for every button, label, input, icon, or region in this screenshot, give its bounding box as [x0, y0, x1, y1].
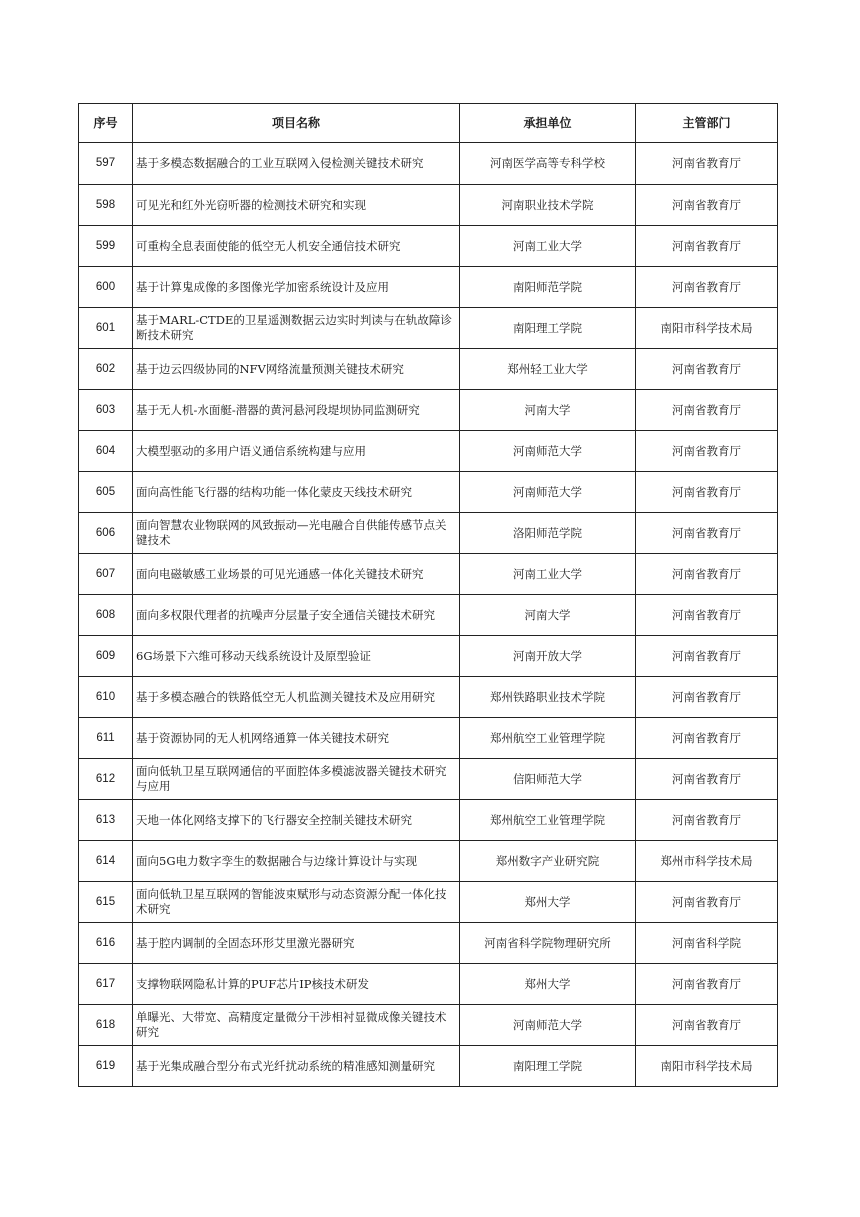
row-unit: 河南师范大学 — [460, 1005, 636, 1046]
row-department: 河南省教育厅 — [636, 226, 778, 267]
row-project-name: 面向高性能飞行器的结构功能一体化蒙皮天线技术研究 — [133, 472, 460, 513]
row-department: 河南省教育厅 — [636, 677, 778, 718]
table-row — [79, 677, 778, 718]
header-project-name: 项目名称 — [133, 104, 460, 143]
row-department: 河南省教育厅 — [636, 800, 778, 841]
header-row — [79, 104, 778, 143]
table-row — [79, 841, 778, 882]
row-no: 598 — [79, 185, 133, 226]
table-row — [79, 882, 778, 923]
row-unit: 南阳理工学院 — [460, 1046, 636, 1087]
row-department: 河南省教育厅 — [636, 349, 778, 390]
row-department: 河南省教育厅 — [636, 185, 778, 226]
row-unit: 南阳师范学院 — [460, 267, 636, 308]
row-project-name: 支撑物联网隐私计算的PUF芯片IP核技术研发 — [133, 964, 460, 1005]
row-department: 南阳市科学技术局 — [636, 1046, 778, 1087]
row-department: 河南省教育厅 — [636, 636, 778, 677]
table-row — [79, 226, 778, 267]
table-row — [79, 390, 778, 431]
table-row — [79, 800, 778, 841]
project-table — [78, 103, 778, 1087]
row-unit: 郑州航空工业管理学院 — [460, 800, 636, 841]
row-unit: 郑州大学 — [460, 882, 636, 923]
table-row — [79, 636, 778, 677]
header-unit: 承担单位 — [460, 104, 636, 143]
row-project-name: 可重构全息表面使能的低空无人机安全通信技术研究 — [133, 226, 460, 267]
row-project-name: 基于腔内调制的全固态环形艾里激光器研究 — [133, 923, 460, 964]
row-unit: 南阳理工学院 — [460, 308, 636, 349]
row-project-name: 基于无人机-水面艇-潜器的黄河悬河段堤坝协同监测研究 — [133, 390, 460, 431]
row-department: 南阳市科学技术局 — [636, 308, 778, 349]
table-row — [79, 267, 778, 308]
row-department: 河南省教育厅 — [636, 1005, 778, 1046]
row-no: 601 — [79, 308, 133, 349]
table-row — [79, 431, 778, 472]
row-project-name: 面向电磁敏感工业场景的可见光通感一体化关键技术研究 — [133, 554, 460, 595]
row-department: 河南省教育厅 — [636, 554, 778, 595]
row-no: 597 — [79, 143, 133, 185]
row-no: 606 — [79, 513, 133, 554]
table-header — [79, 104, 778, 143]
table-row — [79, 513, 778, 554]
row-unit: 河南医学高等专科学校 — [460, 143, 636, 185]
row-department: 河南省教育厅 — [636, 513, 778, 554]
table-row — [79, 1005, 778, 1046]
table-row — [79, 964, 778, 1005]
row-project-name: 天地一体化网络支撑下的飞行器安全控制关键技术研究 — [133, 800, 460, 841]
row-unit: 河南工业大学 — [460, 226, 636, 267]
row-department: 河南省教育厅 — [636, 882, 778, 923]
table-row — [79, 185, 778, 226]
row-no: 613 — [79, 800, 133, 841]
row-no: 614 — [79, 841, 133, 882]
row-department: 河南省教育厅 — [636, 431, 778, 472]
header-department: 主管部门 — [636, 104, 778, 143]
row-department: 郑州市科学技术局 — [636, 841, 778, 882]
row-project-name: 大模型驱动的多用户语义通信系统构建与应用 — [133, 431, 460, 472]
row-project-name: 基于多模态数据融合的工业互联网入侵检测关键技术研究 — [133, 143, 460, 185]
row-no: 617 — [79, 964, 133, 1005]
row-no: 608 — [79, 595, 133, 636]
project-list-sheet — [78, 103, 777, 1087]
row-department: 河南省教育厅 — [636, 267, 778, 308]
row-project-name: 单曝光、大带宽、高精度定量微分干涉相衬显微成像关键技术研究 — [133, 1005, 460, 1046]
row-no: 612 — [79, 759, 133, 800]
table-row — [79, 759, 778, 800]
table-row — [79, 595, 778, 636]
row-unit: 河南师范大学 — [460, 431, 636, 472]
row-department: 河南省教育厅 — [636, 718, 778, 759]
row-no: 619 — [79, 1046, 133, 1087]
row-department: 河南省教育厅 — [636, 759, 778, 800]
table-row — [79, 923, 778, 964]
row-no: 611 — [79, 718, 133, 759]
row-project-name: 基于MARL-CTDE的卫星遥测数据云边实时判读与在轨故障诊断技术研究 — [133, 308, 460, 349]
table-row — [79, 1046, 778, 1087]
row-no: 616 — [79, 923, 133, 964]
row-department: 河南省科学院 — [636, 923, 778, 964]
row-project-name: 面向5G电力数字孪生的数据融合与边缘计算设计与实现 — [133, 841, 460, 882]
row-no: 602 — [79, 349, 133, 390]
row-unit: 郑州数字产业研究院 — [460, 841, 636, 882]
row-unit: 郑州轻工业大学 — [460, 349, 636, 390]
row-unit: 河南大学 — [460, 595, 636, 636]
row-no: 609 — [79, 636, 133, 677]
row-unit: 河南工业大学 — [460, 554, 636, 595]
row-unit: 郑州铁路职业技术学院 — [460, 677, 636, 718]
row-project-name: 基于多模态融合的铁路低空无人机监测关键技术及应用研究 — [133, 677, 460, 718]
row-project-name: 面向低轨卫星互联网通信的平面腔体多模滤波器关键技术研究与应用 — [133, 759, 460, 800]
table-row — [79, 554, 778, 595]
row-project-name: 面向智慧农业物联网的风致振动—光电融合自供能传感节点关键技术 — [133, 513, 460, 554]
row-unit: 郑州航空工业管理学院 — [460, 718, 636, 759]
table-row — [79, 718, 778, 759]
row-project-name: 6G场景下六维可移动天线系统设计及原型验证 — [133, 636, 460, 677]
row-project-name: 基于计算鬼成像的多图像光学加密系统设计及应用 — [133, 267, 460, 308]
table-body — [79, 143, 778, 1087]
row-department: 河南省教育厅 — [636, 390, 778, 431]
row-unit: 洛阳师范学院 — [460, 513, 636, 554]
row-department: 河南省教育厅 — [636, 143, 778, 185]
row-project-name: 可见光和红外光窃听器的检测技术研究和实现 — [133, 185, 460, 226]
row-no: 610 — [79, 677, 133, 718]
row-department: 河南省教育厅 — [636, 472, 778, 513]
row-no: 603 — [79, 390, 133, 431]
table-row — [79, 472, 778, 513]
row-no: 605 — [79, 472, 133, 513]
row-project-name: 基于资源协同的无人机网络通算一体关键技术研究 — [133, 718, 460, 759]
row-unit: 河南师范大学 — [460, 472, 636, 513]
table-row — [79, 308, 778, 349]
row-no: 599 — [79, 226, 133, 267]
row-department: 河南省教育厅 — [636, 964, 778, 1005]
row-unit: 河南职业技术学院 — [460, 185, 636, 226]
row-project-name: 基于光集成融合型分布式光纤扰动系统的精准感知测量研究 — [133, 1046, 460, 1087]
row-no: 607 — [79, 554, 133, 595]
header-no: 序号 — [79, 104, 133, 143]
row-no: 618 — [79, 1005, 133, 1046]
row-unit: 郑州大学 — [460, 964, 636, 1005]
row-department: 河南省教育厅 — [636, 595, 778, 636]
row-project-name: 面向多权限代理者的抗噪声分层量子安全通信关键技术研究 — [133, 595, 460, 636]
table-row — [79, 143, 778, 185]
row-no: 600 — [79, 267, 133, 308]
row-unit: 河南开放大学 — [460, 636, 636, 677]
row-project-name: 面向低轨卫星互联网的智能波束赋形与动态资源分配一体化技术研究 — [133, 882, 460, 923]
row-unit: 河南大学 — [460, 390, 636, 431]
row-unit: 河南省科学院物理研究所 — [460, 923, 636, 964]
row-unit: 信阳师范大学 — [460, 759, 636, 800]
row-no: 604 — [79, 431, 133, 472]
table-row — [79, 349, 778, 390]
row-no: 615 — [79, 882, 133, 923]
row-project-name: 基于边云四级协同的NFV网络流量预测关键技术研究 — [133, 349, 460, 390]
